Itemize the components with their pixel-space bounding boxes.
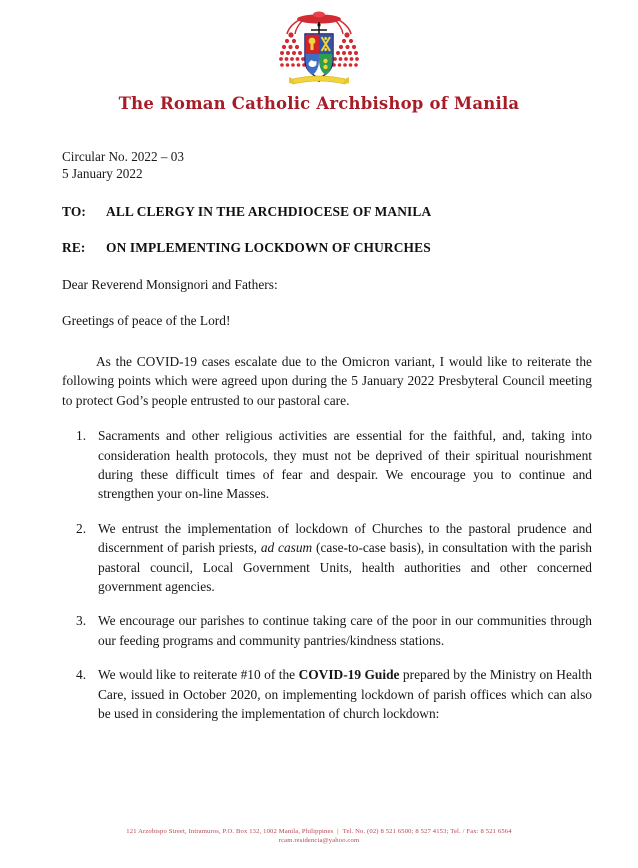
- footer-email: rcam.residencia@yahoo.com: [278, 837, 360, 845]
- to-label: TO:: [62, 204, 87, 219]
- re-value: ON IMPLEMENTING LOCKDOWN OF CHURCHES: [106, 240, 431, 255]
- point-text-after: prepared by the Ministry on Health Care, issued in October 2020, on implementing lockdown of parish offices which can also be used in considering the implementation of church lockdown:: [98, 667, 592, 722]
- point-text-before: We would like to reiterate #10 of the: [98, 667, 299, 683]
- point-emphasis: COVID-19 Guide: [298, 667, 400, 683]
- footer-contact-line: [0, 827, 638, 837]
- salutation-line-1: Dear Reverend Monsignori and Fathers:: [62, 277, 278, 292]
- footer-telephone: Tel. No. (02) 8 521 6500; 8 527 4153; Tel. / Fax: 8 521 6564: [342, 827, 512, 835]
- organization-title: The Roman Catholic Archbishop of Manila: [118, 94, 520, 113]
- salutation-line-2: Greetings of peace of the Lord!: [62, 313, 231, 328]
- point-text-after: (case-to-case basis), in consultation with the parish pastoral council, Local Government Units, health authorities and other concerned government agencies.: [98, 540, 592, 595]
- intro-paragraph: As the COVID-19 cases escalate due to the Omicron variant, I would like to reiterate the following points which were agreed upon during the 5 January 2022 Presbyteral Council meeting to protect God’s people entrusted to our pastoral care.: [62, 354, 592, 408]
- addressing-block: [62, 204, 592, 256]
- to-row: [62, 204, 592, 220]
- point-text-before: Sacraments and other religious activities are essential for the faithful, and, taking into consideration health protocols, they must not be deprived of their spiritual nourishment during these difficult times of fear and despair. We encourage you to continue and strengthen your on-line Masses.: [98, 428, 592, 502]
- list-item: [62, 665, 592, 723]
- document-body: [62, 148, 592, 739]
- footer-separator: |: [337, 827, 339, 835]
- circular-number: Circular No. 2022 – 03: [62, 149, 184, 164]
- crest-container: [0, 8, 638, 92]
- to-value: ALL CLERGY IN THE ARCHDIOCESE OF MANILA: [106, 204, 432, 219]
- point-emphasis: ad casum: [260, 540, 313, 556]
- footer-address: 121 Arzobispo Street, Intramuros, P.O. Box 132, 1002 Manila, Philippines: [126, 827, 334, 835]
- numbered-points-list: [62, 426, 592, 723]
- coat-of-arms-icon: [269, 8, 369, 92]
- list-item: [62, 519, 592, 597]
- point-text-before: We entrust the implementation of lockdown of Churches to the pastoral prudence and discernment of parish priests,: [98, 520, 592, 556]
- re-row: [62, 240, 592, 256]
- document-footer: [0, 827, 638, 846]
- point-text-before: We encourage our parishes to continue taking care of the poor in our communities through our feeding programs and community pantries/kindness stations.: [98, 613, 592, 648]
- list-item: [62, 611, 592, 650]
- circular-date: 5 January 2022: [62, 166, 143, 181]
- list-item: [62, 426, 592, 504]
- re-label: RE:: [62, 240, 86, 255]
- letterhead: [0, 0, 638, 113]
